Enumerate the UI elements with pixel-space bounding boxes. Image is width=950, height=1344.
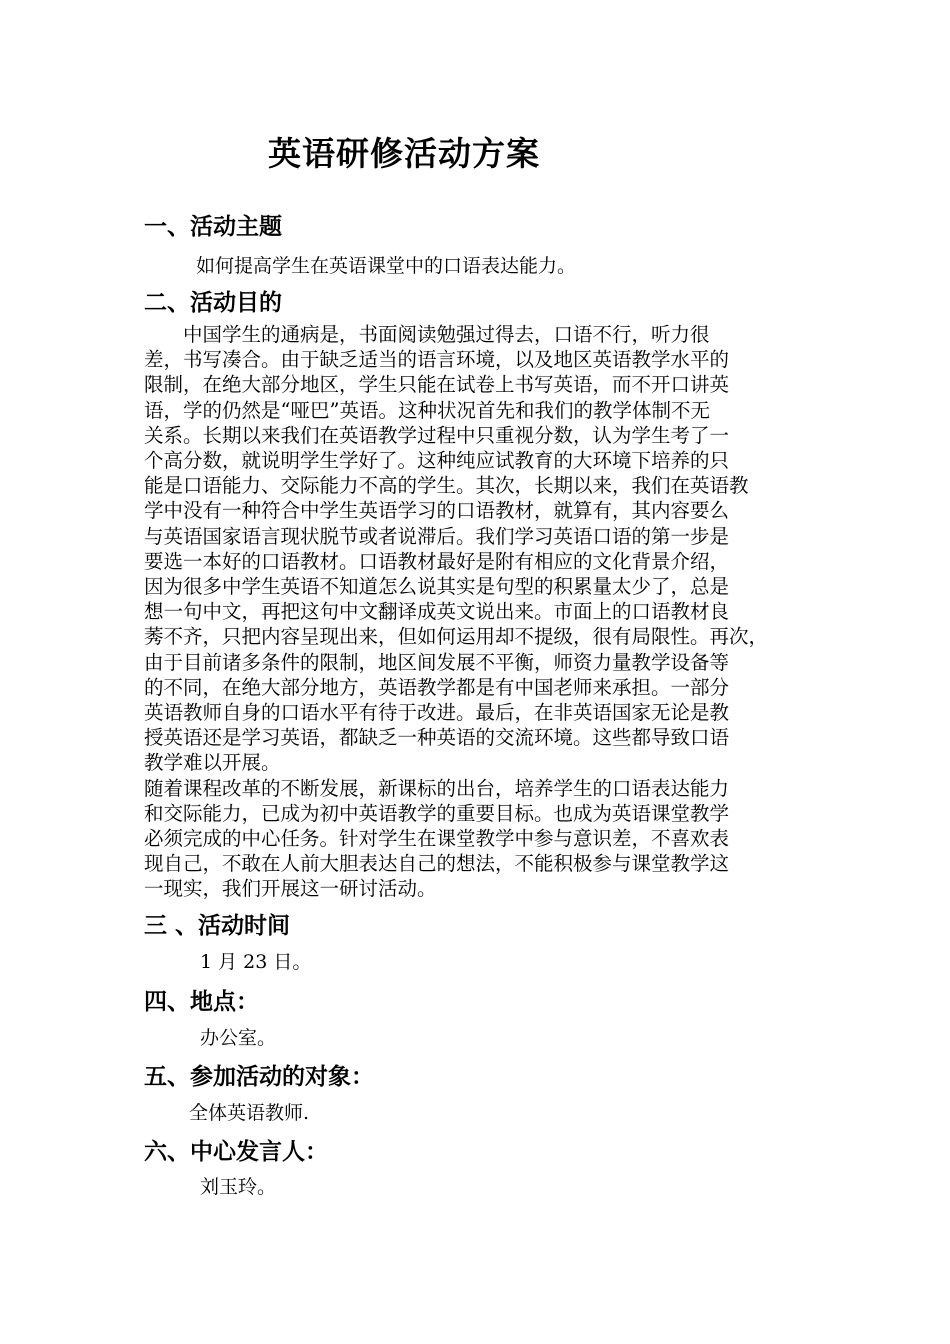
section-heading-time: 三 、活动时间 — [144, 913, 291, 939]
section-heading-purpose: 二、活动目的 — [144, 290, 282, 316]
purpose-line: 因为很多中学生英语不知道怎么说其实是句型的积累量太少了，总是 — [144, 575, 730, 599]
speaker-text: 刘玉玲。 — [200, 1176, 277, 1198]
section-heading-location: 四、地点： — [144, 989, 259, 1015]
purpose-line: 能是口语能力、交际能力不高的学生。其次，长期以来，我们在英语教 — [144, 474, 749, 498]
purpose-paragraph — [144, 322, 816, 902]
purpose-line: 的不同，在绝大部分地方，英语教学都是有中国老师来承担。一部分 — [144, 675, 730, 699]
section-heading-participants: 五、参加活动的对象： — [144, 1064, 374, 1090]
purpose-line: 个高分数，就说明学生学好了。这种纯应试教育的大环境下培养的只 — [144, 449, 730, 473]
purpose-line: 限制，在绝大部分地区，学生只能在试卷上书写英语，而不开口讲英 — [144, 373, 730, 397]
purpose-line: 学中没有一种符合中学生英语学习的口语教材，就算有，其内容要么 — [144, 499, 730, 523]
purpose-line: 必须完成的中心任务。针对学生在课堂教学中参与意识差，不喜欢表 — [144, 827, 730, 851]
purpose-line: 关系。长期以来我们在英语教学过程中只重视分数，认为学生考了一 — [144, 423, 730, 447]
purpose-line: 语，学的仍然是“哑巴”英语。这种状况首先和我们的教学体制不无 — [144, 398, 710, 422]
purpose-line: 中国学生的通病是，书面阅读勉强过得去，口语不行，听力很 — [144, 323, 710, 346]
theme-text: 如何提高学生在英语课堂中的口语表达能力。 — [196, 255, 577, 277]
purpose-line: 英语教师自身的口语水平有待于改进。最后，在非英语国家无论是教 — [144, 701, 730, 725]
purpose-line: 授英语还是学习英语，都缺乏一种英语的交流环境。这些都导致口语 — [144, 726, 730, 750]
purpose-line: 一现实，我们开展这一研讨活动。 — [144, 877, 437, 901]
participants-text: 全体英语教师. — [189, 1102, 310, 1124]
purpose-line: 想一句中文，再把这句中文翻译成英文说出来。市面上的口语教材良 — [144, 600, 730, 624]
section-heading-theme: 一、活动主题 — [144, 214, 282, 240]
purpose-line: 差，书写凑合。由于缺乏适当的语言环境，以及地区英语教学水平的 — [144, 348, 730, 372]
purpose-line: 随着课程改革的不断发展，新课标的出台，培养学生的口语表达能力 — [144, 776, 730, 800]
time-text: 1 月 23 日。 — [200, 951, 312, 973]
section-heading-speaker: 六、中心发言人： — [144, 1139, 328, 1165]
purpose-line: 和交际能力，已成为初中英语教学的重要目标。也成为英语课堂教学 — [144, 801, 730, 825]
purpose-line: 要选一本好的口语教材。口语教材最好是附有相应的文化背景介绍， — [144, 549, 730, 573]
purpose-line: 现自己，不敢在人前大胆表达自己的想法，不能积极参与课堂教学这 — [144, 852, 730, 876]
document-title: 英语研修活动方案 — [268, 134, 540, 173]
purpose-line: 与英语国家语言现状脱节或者说滞后。我们学习英语口语的第一步是 — [144, 524, 730, 548]
location-text: 办公室。 — [200, 1027, 277, 1049]
purpose-line: 莠不齐，只把内容呈现出来，但如何运用却不提级，很有局限性。再次， — [144, 625, 769, 649]
purpose-line: 教学难以开展。 — [144, 751, 281, 775]
purpose-line: 由于目前诸多条件的限制，地区间发展不平衡，师资力量教学设备等 — [144, 650, 730, 674]
